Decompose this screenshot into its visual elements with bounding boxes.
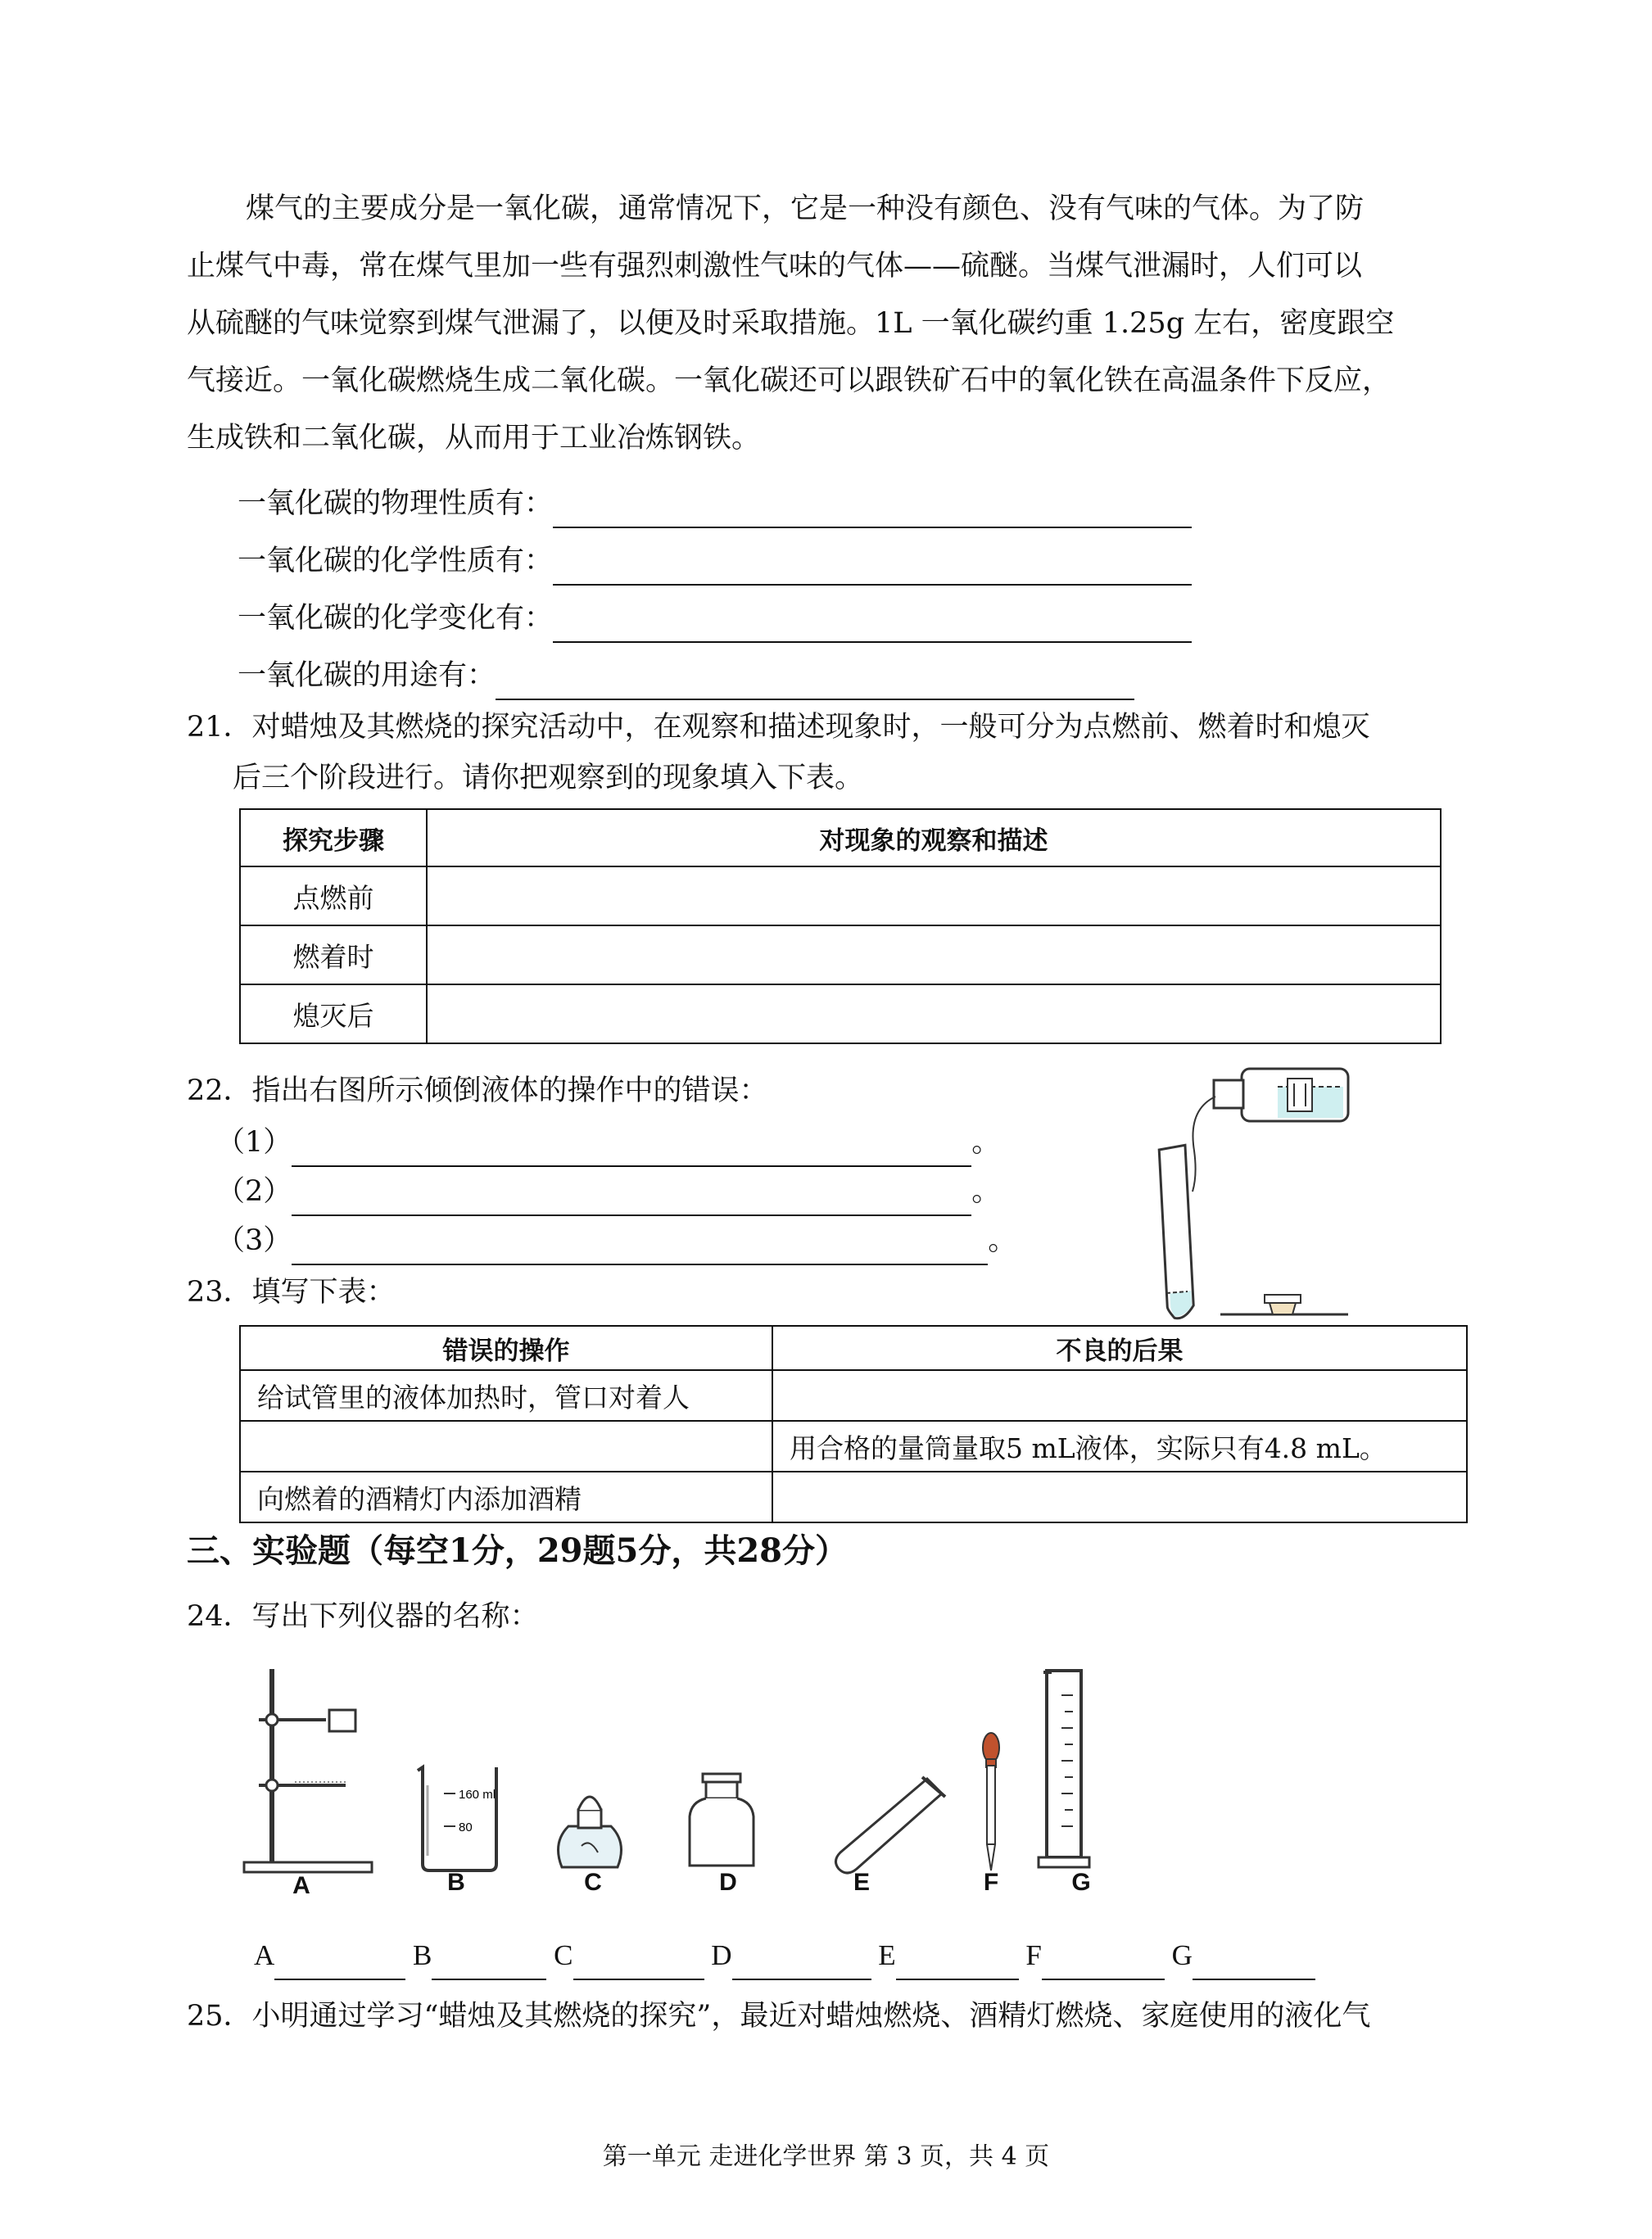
q23-table <box>239 1325 1468 1523</box>
q23-operation-cell: 向燃着的酒精灯内添加酒精 <box>240 1472 772 1522</box>
q21-answer-cell[interactable] <box>427 984 1441 1043</box>
q22-item-1 <box>216 1118 1000 1167</box>
co-chemical-blank[interactable] <box>553 548 1192 586</box>
q22-period: 。 <box>988 1224 1017 1257</box>
q22-blank-3[interactable] <box>292 1228 988 1265</box>
apparatus-label-a: A <box>292 1872 310 1899</box>
q22-item-3 <box>216 1216 1016 1265</box>
test-tube-icon <box>1159 1145 1194 1319</box>
q22-item-number: （2） <box>216 1175 292 1208</box>
graduated-cylinder-icon <box>1039 1671 1089 1867</box>
page-footer: 第一单元 走进化学世界 第 3 页，共 4 页 <box>602 2142 1050 2171</box>
apparatus-label-b: B <box>447 1869 465 1896</box>
beaker-mark-160: 160 ml <box>459 1788 496 1802</box>
answer-blank-b[interactable] <box>432 1943 546 1980</box>
q21-row-label: 燃着时 <box>240 925 427 984</box>
co-change-blank[interactable] <box>553 605 1192 643</box>
answer-letter-g: G <box>1171 1939 1193 1971</box>
dropper-icon <box>983 1733 999 1870</box>
q23-header-consequence: 不良的后果 <box>772 1326 1467 1370</box>
liquid-stream <box>1193 1097 1215 1192</box>
alcohol-lamp-icon <box>559 1797 622 1867</box>
q21-line2: 后三个阶段进行。请你把观察到的现象填入下表。 <box>233 762 864 794</box>
q24-question: 24．写出下列仪器的名称： <box>187 1600 539 1633</box>
passage-line: 从硫醚的气味觉察到煤气泄漏了，以便及时采取措施。1L 一氧化碳约重 1.25g 左右，密度跟空 <box>187 307 1395 340</box>
co-physical-blank[interactable] <box>553 491 1192 528</box>
answer-blank-f[interactable] <box>1042 1943 1165 1980</box>
q23-consequence-cell: 用合格的量筒量取5 mL液体，实际只有4.8 mL。 <box>772 1421 1467 1472</box>
co-change-question <box>238 594 1192 643</box>
iron-stand-icon <box>244 1669 372 1872</box>
reagent-bottle-icon <box>690 1774 754 1866</box>
q22-item-number: （3） <box>216 1224 292 1257</box>
q22-question: 22．指出右图所示倾倒液体的操作中的错误： <box>187 1074 768 1107</box>
q21-answer-cell[interactable] <box>427 925 1441 984</box>
passage-line: 气接近。一氧化碳燃烧生成二氧化碳。一氧化碳还可以跟铁矿石中的氧化铁在高温条件下反应， <box>187 364 1392 397</box>
q22-blank-1[interactable] <box>292 1129 971 1167</box>
apparatus-label-f: F <box>983 1869 999 1896</box>
co-physical-question <box>238 479 1192 528</box>
lab-apparatus-illustration <box>238 1662 1138 1884</box>
answer-blank-d[interactable] <box>732 1943 871 1980</box>
q22-item-2 <box>216 1167 1000 1216</box>
test-tube-icon <box>835 1777 945 1873</box>
apparatus-label-e: E <box>853 1869 870 1896</box>
stopper-icon <box>1220 1295 1348 1314</box>
q21-header-observation: 对现象的观察和描述 <box>427 809 1441 866</box>
co-use-blank[interactable] <box>496 663 1134 700</box>
section-3-title: 三、实验题（每空1分，29题5分，共28分） <box>187 1531 848 1570</box>
beaker-mark-80: 80 <box>459 1821 473 1834</box>
q22-blank-2[interactable] <box>292 1178 971 1216</box>
co-use-label: 一氧化碳的用途有： <box>238 659 496 692</box>
q21-table <box>239 808 1442 1044</box>
answer-blank-c[interactable] <box>573 1943 704 1980</box>
q23-consequence-cell[interactable] <box>772 1370 1467 1421</box>
apparatus-label-c: C <box>584 1869 602 1896</box>
q21-line1: 21．对蜡烛及其燃烧的探究活动中，在观察和描述现象时，一般可分为点燃前、燃着时和熄灭 <box>187 711 1370 744</box>
answer-blank-g[interactable] <box>1193 1943 1315 1980</box>
apparatus-label-d: D <box>719 1869 737 1896</box>
co-chemical-label: 一氧化碳的化学性质有： <box>238 545 554 577</box>
q23-header-operation: 错误的操作 <box>240 1326 772 1370</box>
answer-blank-a[interactable] <box>274 1943 405 1980</box>
answer-letter-a: A <box>254 1939 275 1971</box>
answer-blank-e[interactable] <box>896 1943 1019 1980</box>
q21-row-label: 点燃前 <box>240 866 427 925</box>
answer-letter-d: D <box>711 1939 732 1971</box>
q22-item-number: （1） <box>216 1126 292 1159</box>
co-use-question <box>238 651 1134 700</box>
answer-letter-f: F <box>1025 1939 1042 1971</box>
q22-period: 。 <box>971 1126 1001 1159</box>
answer-letter-c: C <box>554 1939 573 1971</box>
q25-question: 25．小明通过学习“蜡烛及其燃烧的探究”，最近对蜡烛燃烧、酒精灯燃烧、家庭使用的液化气 <box>187 2000 1371 2033</box>
answer-letter-e: E <box>878 1939 896 1971</box>
q23-operation-cell: 给试管里的液体加热时，管口对着人 <box>240 1370 772 1421</box>
co-chemical-question <box>238 536 1192 586</box>
q21-header-step: 探究步骤 <box>240 809 427 866</box>
q21-row-label: 熄灭后 <box>240 984 427 1043</box>
q23-operation-cell[interactable] <box>240 1421 772 1472</box>
co-change-label: 一氧化碳的化学变化有： <box>238 602 554 635</box>
passage-line: 生成铁和二氧化碳，从而用于工业冶炼钢铁。 <box>187 422 761 455</box>
q22-period: 。 <box>971 1175 1001 1208</box>
pouring-liquid-illustration <box>1130 1061 1360 1331</box>
answer-letter-b: B <box>413 1939 432 1971</box>
q24-answer-row <box>254 1931 1315 1980</box>
q23-question: 23．填写下表： <box>187 1276 396 1309</box>
beaker-icon <box>418 1767 496 1870</box>
passage-line: 煤气的主要成分是一氧化碳，通常情况下，它是一种没有颜色、没有气味的气体。为了防 <box>246 192 1365 225</box>
co-physical-label: 一氧化碳的物理性质有： <box>238 487 554 520</box>
apparatus-label-g: G <box>1071 1869 1091 1896</box>
reagent-bottle-icon <box>1214 1069 1348 1121</box>
passage-line: 止煤气中毒，常在煤气里加一些有强烈刺激性气味的气体——硫醚。当煤气泄漏时，人们可以 <box>187 250 1363 283</box>
q23-consequence-cell[interactable] <box>772 1472 1467 1522</box>
q21-answer-cell[interactable] <box>427 866 1441 925</box>
